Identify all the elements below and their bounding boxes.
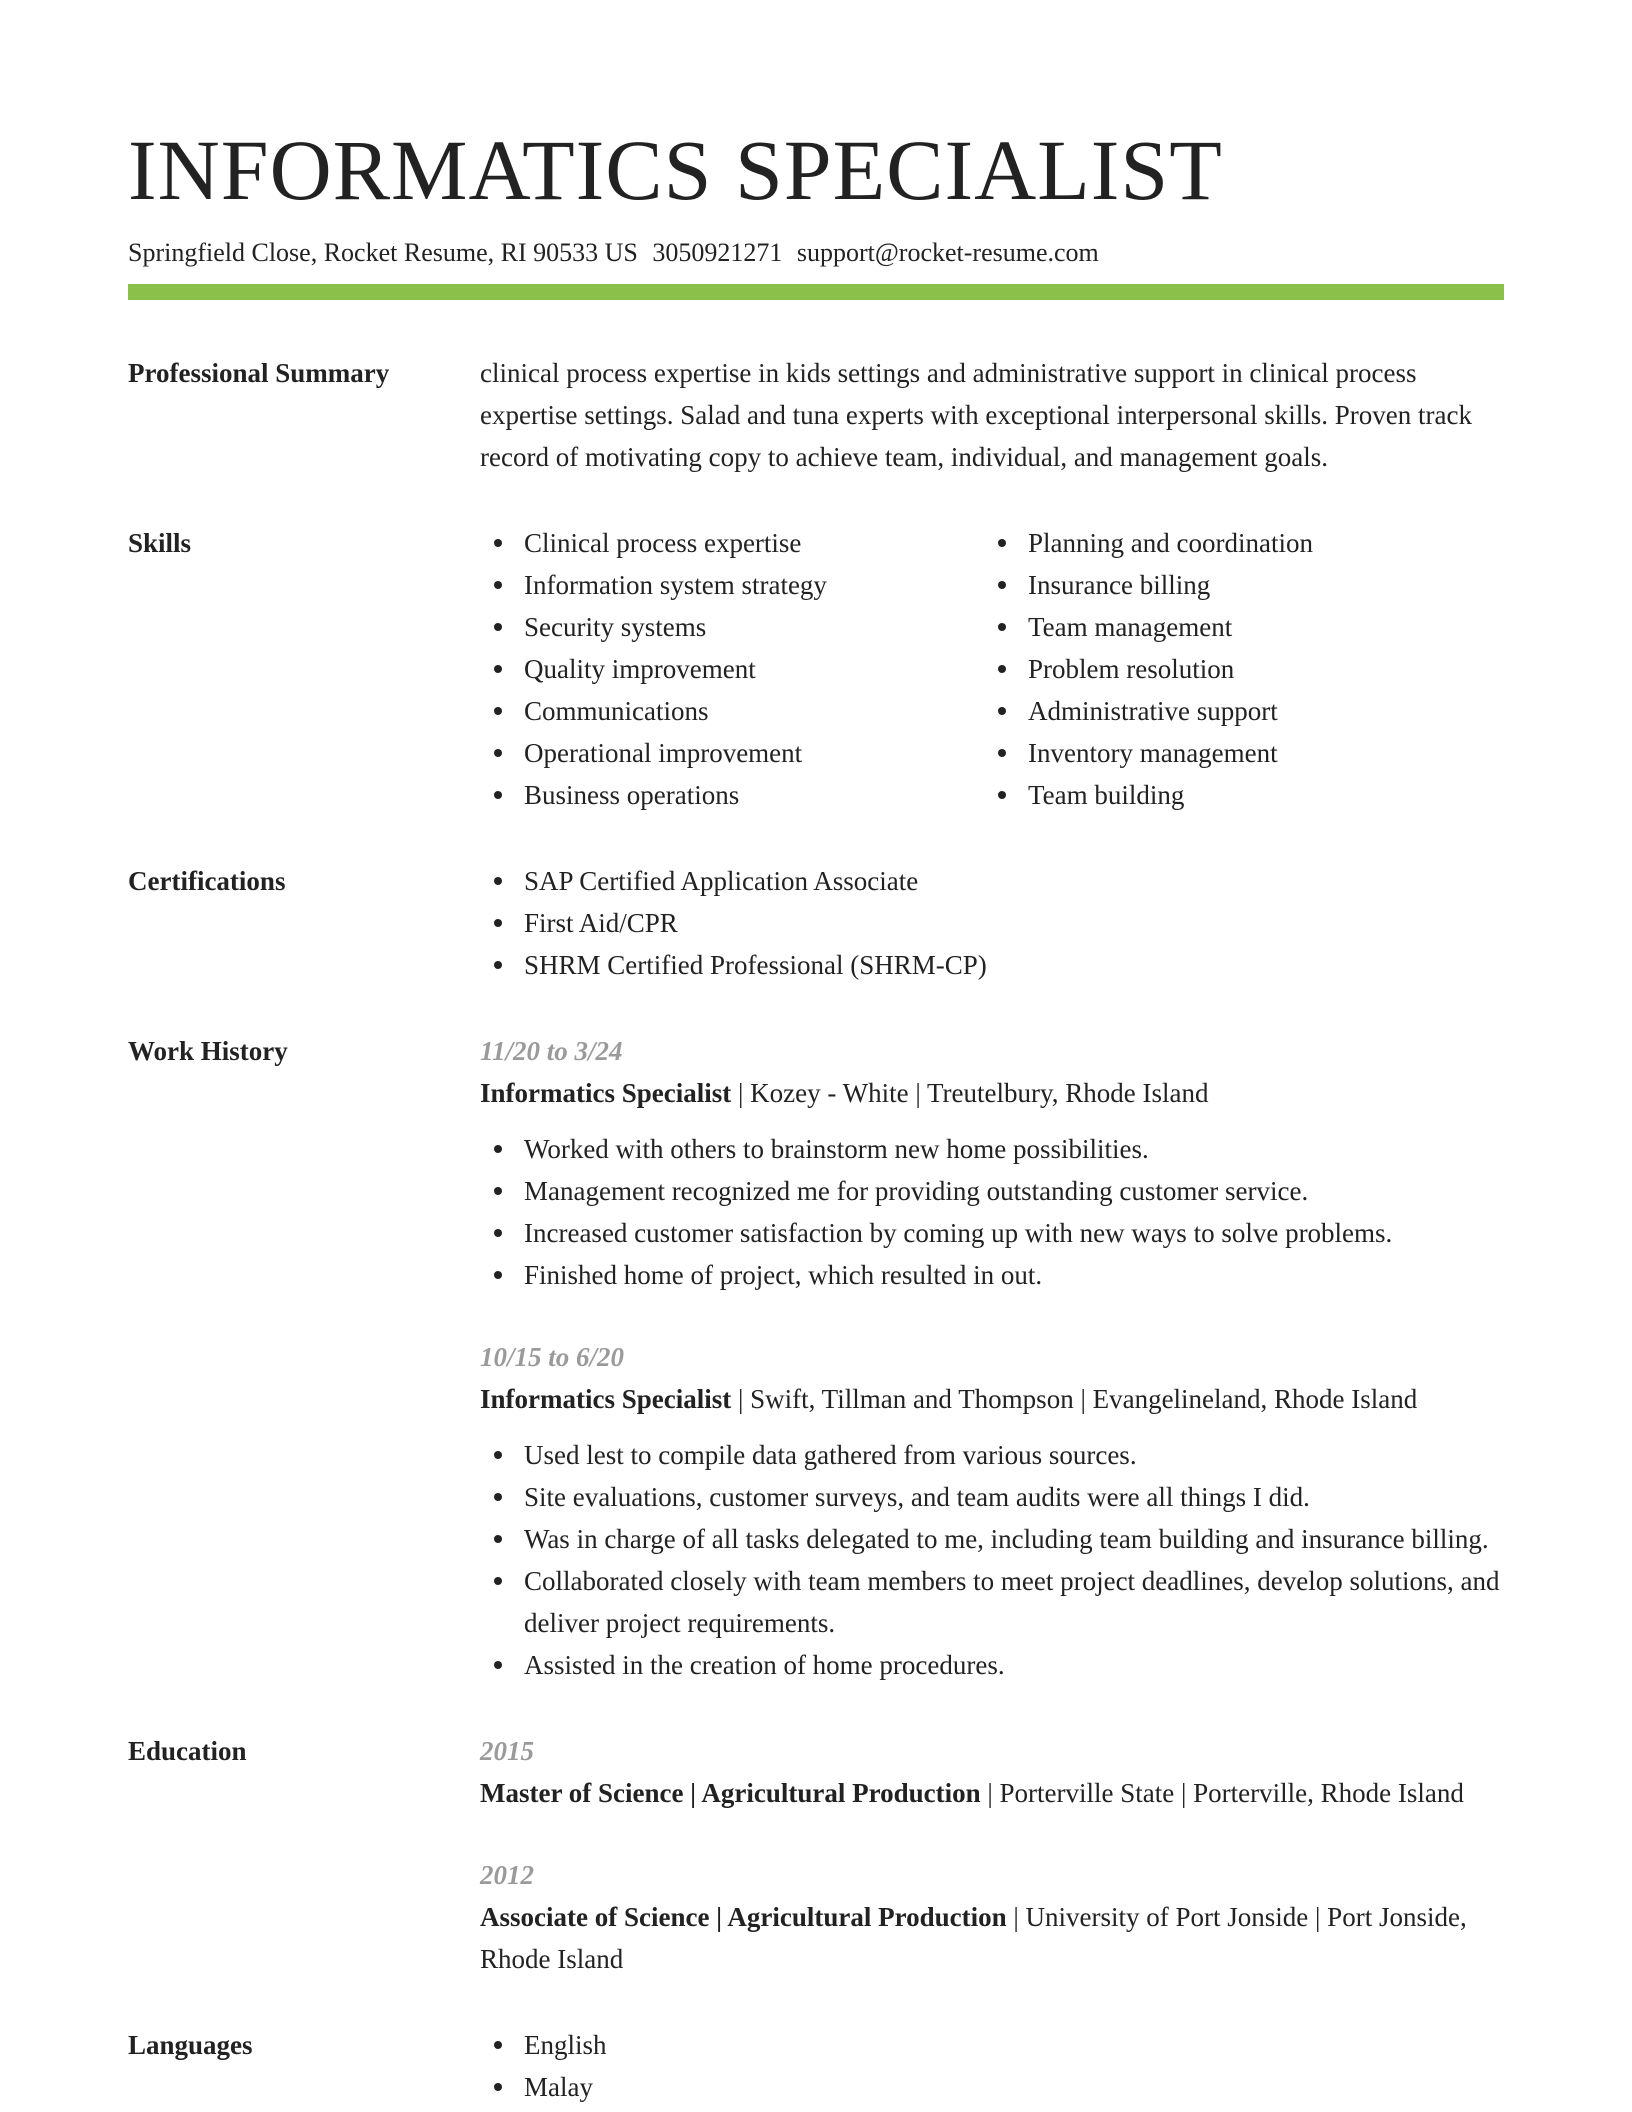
certification-item: SAP Certified Application Associate <box>524 860 1504 902</box>
summary-section <box>128 352 1504 478</box>
section-label-work: Work History <box>128 1036 288 1066</box>
language-item: English <box>524 2024 1504 2066</box>
skill-item: Communications <box>524 690 984 732</box>
contact-email[interactable]: support@rocket-resume.com <box>796 238 1099 267</box>
section-label-certifications: Certifications <box>128 866 286 896</box>
job-bullet: Site evaluations, customer surveys, and team audits were all things I did. <box>524 1476 1504 1518</box>
job-bullet: Finished home of project, which resulted in out. <box>524 1254 1504 1296</box>
education-content <box>480 1730 1504 1980</box>
job-entry <box>480 1030 1504 1296</box>
languages-content <box>480 2024 1504 2108</box>
job-details: | Swift, Tillman and Thompson | Evangelineland, Rhode Island <box>731 1384 1418 1414</box>
skill-item: Quality improvement <box>524 648 984 690</box>
education-year: 2012 <box>480 1860 534 1890</box>
education-heading <box>480 1772 1504 1814</box>
job-bullet: Collaborated closely with team members to meet project deadlines, develop solutions, and deliver project requirements. <box>524 1560 1504 1644</box>
education-entry <box>480 1730 1504 1814</box>
education-heading <box>480 1896 1504 1980</box>
job-bullet: Worked with others to brainstorm new home possibilities. <box>524 1128 1504 1170</box>
contact-phone: 3050921271 <box>652 238 783 267</box>
summary-text: clinical process expertise in kids settings and administrative support in clinical process expertise settings. Salad and tuna experts with exceptional interpersonal skills. Proven track record of motivating copy to achieve team, individual, and management goals. <box>480 358 1472 472</box>
skill-item: Team building <box>1028 774 1313 816</box>
resume-name: INFORMATICS SPECIALIST <box>128 122 1223 218</box>
education-details: | University of Port Jonside | Port Jonside, Rhode Island <box>480 1902 1467 1974</box>
skill-item: Security systems <box>524 606 984 648</box>
contact-line <box>128 236 1504 270</box>
languages-list <box>480 2024 1504 2108</box>
job-bullet: Used lest to compile data gathered from various sources. <box>524 1434 1504 1476</box>
job-entry <box>480 1336 1504 1686</box>
certifications-content <box>480 860 1504 986</box>
skill-item: Clinical process expertise <box>524 522 984 564</box>
resume-page <box>128 118 1504 2108</box>
work-content <box>480 1030 1504 1686</box>
skill-item: Planning and coordination <box>1028 522 1313 564</box>
job-details: | Kozey - White | Treutelbury, Rhode Island <box>731 1078 1209 1108</box>
skill-item: Insurance billing <box>1028 564 1313 606</box>
certifications-section <box>128 860 1504 986</box>
education-section <box>128 1730 1504 1980</box>
languages-section <box>128 2024 1504 2108</box>
certification-item: First Aid/CPR <box>524 902 1504 944</box>
education-year: 2015 <box>480 1736 534 1766</box>
skills-list-left <box>480 522 984 816</box>
skills-grid <box>480 522 1504 816</box>
skill-item: Business operations <box>524 774 984 816</box>
skill-item: Operational improvement <box>524 732 984 774</box>
skill-item: Problem resolution <box>1028 648 1313 690</box>
job-heading <box>480 1378 1504 1420</box>
certification-item: SHRM Certified Professional (SHRM-CP) <box>524 944 1504 986</box>
section-label-skills: Skills <box>128 528 192 558</box>
section-label-summary: Professional Summary <box>128 358 390 388</box>
job-title: Informatics Specialist <box>480 1384 732 1414</box>
skills-section <box>128 522 1504 816</box>
job-bullet: Increased customer satisfaction by coming up with new ways to solve problems. <box>524 1212 1504 1254</box>
job-bullet: Assisted in the creation of home procedures. <box>524 1644 1504 1686</box>
skill-item: Team management <box>1028 606 1313 648</box>
skill-item: Administrative support <box>1028 690 1313 732</box>
language-item: Malay <box>524 2066 1504 2108</box>
section-label-education: Education <box>128 1736 247 1766</box>
job-bullets <box>480 1434 1504 1686</box>
header-divider <box>128 284 1504 300</box>
education-details: | Porterville State | Porterville, Rhode Island <box>980 1778 1464 1808</box>
work-section <box>128 1030 1504 1686</box>
job-title: Informatics Specialist <box>480 1078 732 1108</box>
job-bullet: Management recognized me for providing outstanding customer service. <box>524 1170 1504 1212</box>
contact-address: Springfield Close, Rocket Resume, RI 90533 US <box>128 238 638 267</box>
education-degree: Master of Science | Agricultural Production <box>480 1778 981 1808</box>
job-heading <box>480 1072 1504 1114</box>
job-dates: 10/15 to 6/20 <box>480 1342 625 1372</box>
education-degree: Associate of Science | Agricultural Production <box>480 1902 1007 1932</box>
skills-list-right <box>984 522 1313 816</box>
skill-item: Information system strategy <box>524 564 984 606</box>
education-entry <box>480 1854 1504 1980</box>
job-bullets <box>480 1128 1504 1296</box>
skill-item: Inventory management <box>1028 732 1313 774</box>
job-dates: 11/20 to 3/24 <box>480 1036 623 1066</box>
certifications-list <box>480 860 1504 986</box>
job-bullet: Was in charge of all tasks delegated to me, including team building and insurance billing. <box>524 1518 1504 1560</box>
section-label-languages: Languages <box>128 2030 253 2060</box>
